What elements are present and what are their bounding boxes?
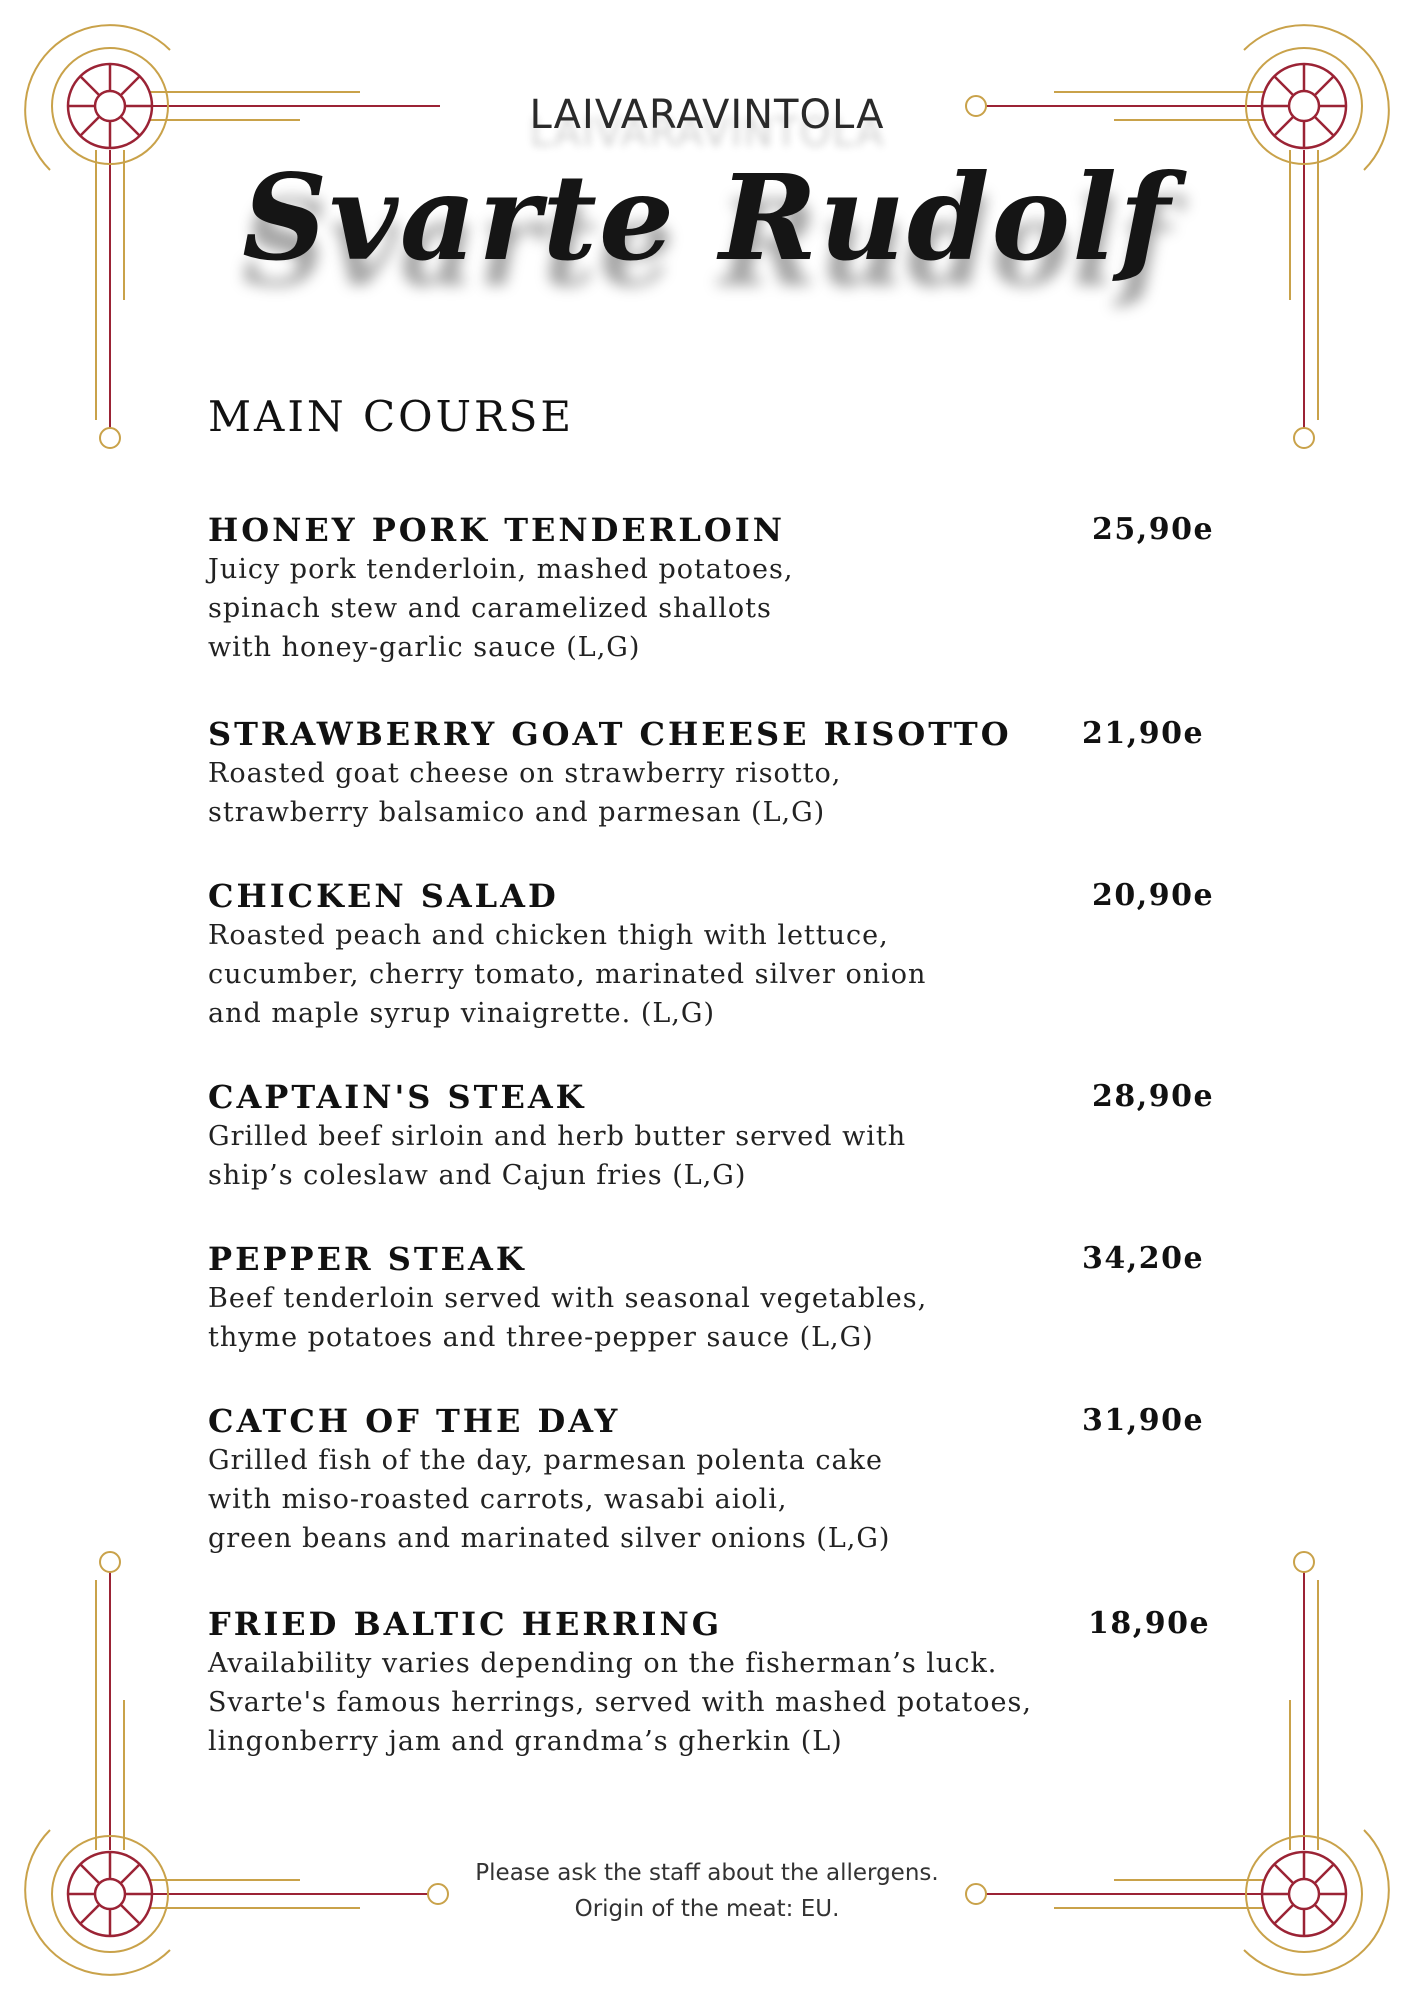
description-line: Roasted peach and chicken thigh with lettuce, bbox=[208, 920, 889, 951]
item-name: FRIED BALTIC HERRING bbox=[208, 1605, 723, 1643]
restaurant-logo: Svarte Rudolf bbox=[242, 148, 1172, 287]
description-line: cucumber, cherry tomato, marinated silver onion bbox=[208, 959, 927, 990]
description-line: Beef tenderloin served with seasonal vegetables, bbox=[208, 1283, 928, 1314]
item-price: 25,90e bbox=[1092, 512, 1215, 547]
description-line: Juicy pork tenderloin, mashed potatoes, bbox=[208, 554, 794, 585]
item-description bbox=[208, 916, 1208, 1033]
item-description bbox=[208, 1279, 1208, 1357]
item-price: 20,90e bbox=[1092, 878, 1215, 913]
item-price: 34,20e bbox=[1082, 1241, 1205, 1276]
item-price: 28,90e bbox=[1092, 1079, 1215, 1114]
item-name: CHICKEN SALAD bbox=[208, 877, 559, 915]
allergen-note: Please ask the staff about the allergens. bbox=[475, 1860, 939, 1886]
menu-item bbox=[208, 1604, 1211, 1761]
description-line: green beans and marinated silver onions (L,G) bbox=[208, 1523, 891, 1554]
item-name: CAPTAIN'S STEAK bbox=[208, 1078, 587, 1116]
item-description bbox=[208, 1441, 1208, 1558]
item-name: STRAWBERRY GOAT CHEESE RISOTTO bbox=[208, 715, 1012, 753]
description-line: Availability varies depending on the fisherman’s luck. bbox=[208, 1648, 998, 1679]
menu-item bbox=[208, 876, 1215, 1033]
description-line: Grilled beef sirloin and herb butter served with bbox=[208, 1121, 907, 1152]
description-line: strawberry balsamico and parmesan (L,G) bbox=[208, 797, 826, 828]
menu-item bbox=[208, 1239, 1208, 1357]
description-line: lingonberry jam and grandma’s gherkin (L) bbox=[208, 1726, 843, 1757]
menu-item bbox=[208, 1401, 1208, 1558]
item-name: CATCH OF THE DAY bbox=[208, 1402, 621, 1440]
footer-note bbox=[0, 1855, 1414, 1927]
description-line: ship’s coleslaw and Cajun fries (L,G) bbox=[208, 1160, 747, 1191]
description-line: thyme potatoes and three-pepper sauce (L,G) bbox=[208, 1322, 874, 1353]
description-line: and maple syrup vinaigrette. (L,G) bbox=[208, 998, 715, 1029]
menu-item bbox=[208, 714, 1208, 832]
description-line: Svarte's famous herrings, served with mashed potatoes, bbox=[208, 1687, 1032, 1718]
restaurant-type: LAIVARAVINTOLA bbox=[529, 92, 885, 138]
item-name: PEPPER STEAK bbox=[208, 1240, 527, 1278]
menu-item bbox=[208, 1077, 1215, 1195]
item-price: 18,90e bbox=[1088, 1606, 1211, 1641]
menu-item bbox=[208, 510, 1215, 667]
item-description bbox=[208, 550, 1208, 667]
item-name: HONEY PORK TENDERLOIN bbox=[208, 511, 785, 549]
section-title: MAIN COURSE bbox=[208, 392, 575, 441]
item-price: 31,90e bbox=[1082, 1403, 1205, 1438]
item-description bbox=[208, 1644, 1208, 1761]
item-description bbox=[208, 1117, 1208, 1195]
description-line: spinach stew and caramelized shallots bbox=[208, 593, 772, 624]
description-line: with miso-roasted carrots, wasabi aioli, bbox=[208, 1484, 788, 1515]
item-price: 21,90e bbox=[1082, 716, 1205, 751]
item-description bbox=[208, 754, 1208, 832]
description-line: Roasted goat cheese on strawberry risotto, bbox=[208, 758, 842, 789]
description-line: with honey-garlic sauce (L,G) bbox=[208, 632, 641, 663]
description-line: Grilled fish of the day, parmesan polenta cake bbox=[208, 1445, 883, 1476]
meat-origin-note: Origin of the meat: EU. bbox=[574, 1896, 840, 1922]
